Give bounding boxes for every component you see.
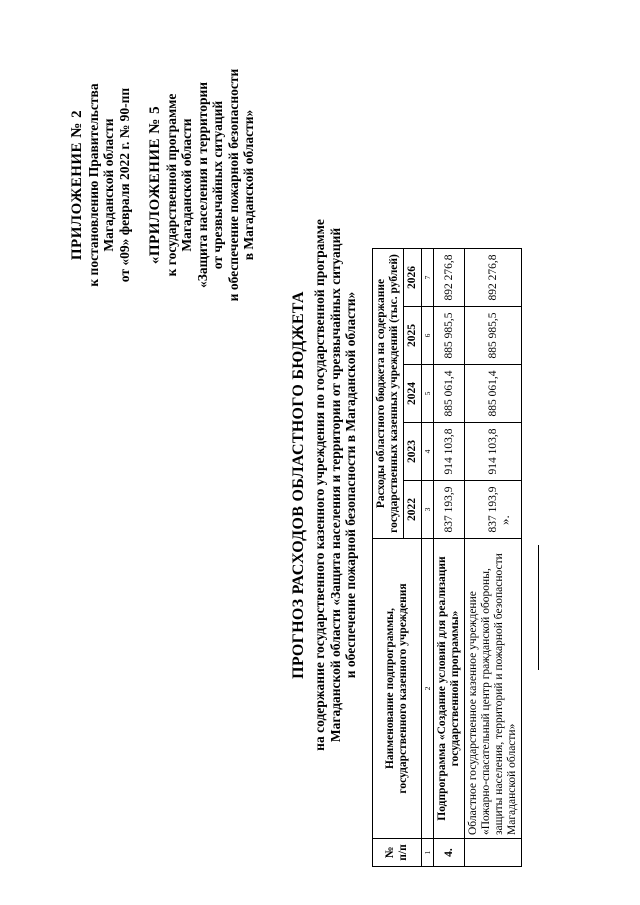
- row-value: 892 276,8: [434, 249, 465, 307]
- col-expenses-header: Расходы областного бюджета на содержание государственных казенных учреждений (тыс. рублей): [373, 249, 404, 539]
- year-header: 2023: [404, 423, 422, 481]
- row-number: [465, 839, 522, 867]
- row-value: 885 985,5: [434, 307, 465, 365]
- row-value: 914 103,8: [434, 423, 465, 481]
- row-value: 892 276,8: [465, 249, 522, 307]
- column-number: 3: [422, 481, 434, 539]
- document-title: [290, 125, 359, 845]
- stamp-line: от «09» февраля 2022 г. № 90-пп: [116, 87, 132, 283]
- column-number: 4: [422, 423, 434, 481]
- row-name: Областное государственное казенное учреждение «Пожарно-спасательный центр гражданской обороны, защиты населения, территорий и пожарной безопасности Магаданской области»: [465, 539, 522, 839]
- year-header: 2024: [404, 365, 422, 423]
- stamp-line: «Защита населения и территории: [194, 81, 210, 289]
- table-header-row: [373, 249, 404, 867]
- stamp-line: в Магаданской области»: [241, 109, 256, 261]
- row-value: 837 193,9: [434, 481, 465, 539]
- column-number: 6: [422, 307, 434, 365]
- column-number-row: [422, 249, 434, 867]
- stamp-line: к постановлению Правительства: [85, 83, 101, 287]
- divider-line: [538, 545, 539, 670]
- col-name-header: Наименование подпрограммы, государственного казенного учреждения: [373, 539, 422, 839]
- col-no-header: № п/п: [373, 839, 422, 867]
- stamp-line: и обеспечение пожарной безопасности: [225, 68, 241, 302]
- title-subline: Магаданской области «Защита населения и территории от чрезвычайных ситуаций: [327, 227, 343, 743]
- row-value: 885 061,4: [465, 365, 522, 423]
- year-header: 2026: [404, 249, 422, 307]
- approval-stamp: [70, 40, 257, 330]
- stamp-line: Магаданской области: [179, 118, 194, 252]
- closing-mark: ».: [497, 515, 512, 525]
- stamp-line: Магаданской области: [101, 118, 116, 252]
- column-number: 1: [422, 839, 434, 867]
- row-value: 837 193,9: [465, 481, 522, 539]
- column-number: 7: [422, 249, 434, 307]
- stamp-line: к государственной программе: [163, 93, 179, 277]
- row-name: Подпрограмма «Создание условий для реализации государственной программы»: [434, 539, 465, 839]
- appendix-5-title: «ПРИЛОЖЕНИЕ № 5: [147, 105, 163, 265]
- year-header: 2022: [404, 481, 422, 539]
- row-number: 4.: [434, 839, 465, 867]
- stamp-line: от чрезвычайных ситуаций: [210, 100, 225, 270]
- table-row: [465, 249, 522, 867]
- row-value: 885 061,4: [434, 365, 465, 423]
- appendix-2-title: ПРИЛОЖЕНИЕ № 2: [69, 109, 85, 261]
- row-value: 914 103,8: [465, 423, 522, 481]
- budget-table: [372, 248, 522, 867]
- title-subline: на содержание государственного казенного учреждения по государственной программе: [312, 219, 327, 751]
- column-number: 5: [422, 365, 434, 423]
- title-heading: ПРОГНОЗ РАСХОДОВ ОБЛАСТНОГО БЮДЖЕТА: [290, 291, 307, 679]
- table-row: [434, 249, 465, 867]
- row-value: 885 985,5: [465, 307, 522, 365]
- year-header: 2025: [404, 307, 422, 365]
- title-subline: и обеспечение пожарной безопасности в Магаданской области»: [343, 291, 358, 679]
- column-number: 2: [422, 539, 434, 839]
